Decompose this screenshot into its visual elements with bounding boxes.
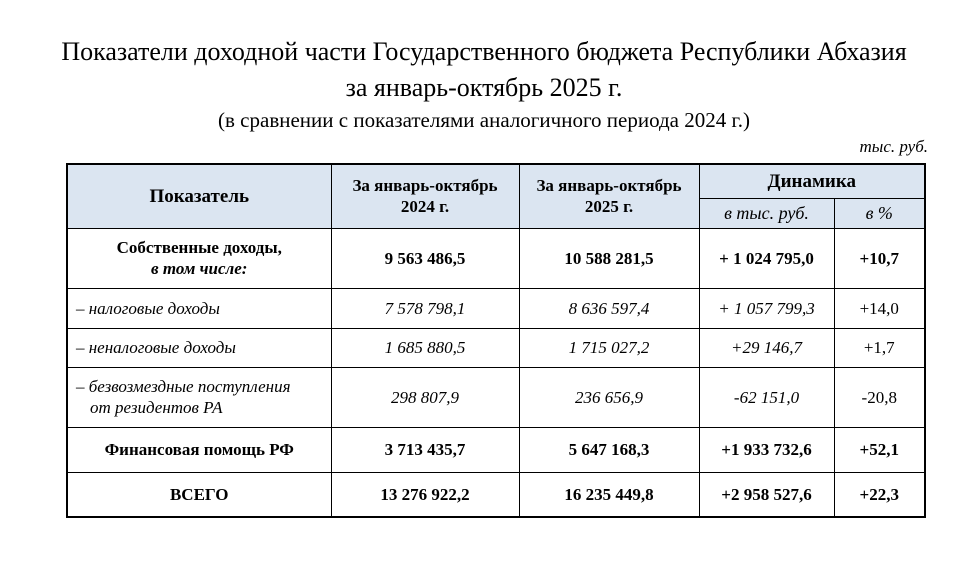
value-2024: 1 685 880,5 bbox=[331, 328, 519, 367]
column-header-dynamics: Динамика bbox=[699, 164, 925, 198]
value-2025: 1 715 027,2 bbox=[519, 328, 699, 367]
value-pct: +52,1 bbox=[834, 427, 925, 472]
period-2025-line2: 2025 г. bbox=[584, 197, 634, 217]
row-label: – неналоговые доходы bbox=[67, 328, 331, 367]
value-2025: 8 636 597,4 bbox=[519, 288, 699, 328]
row-label: ВСЕГО bbox=[67, 472, 331, 517]
value-2024: 298 807,9 bbox=[331, 367, 519, 427]
column-header-period-2024 bbox=[331, 164, 519, 228]
value-pct: -20,8 bbox=[834, 367, 925, 427]
value-2024: 9 563 486,5 bbox=[331, 228, 519, 288]
title-block bbox=[0, 0, 968, 135]
page-title-line1: Показатели доходной части Государственного бюджета Республики Абхазия bbox=[61, 37, 907, 66]
row-label-line1: – безвозмездные поступления bbox=[76, 377, 291, 396]
column-header-dynamics-abs: в тыс. руб. bbox=[699, 198, 834, 228]
value-pct: +14,0 bbox=[834, 288, 925, 328]
table-row-own-revenues bbox=[67, 228, 925, 288]
row-label-line2: от резидентов РА bbox=[90, 398, 223, 417]
period-2024-line1: За январь-октябрь bbox=[352, 176, 498, 196]
table-row-nontax-revenues bbox=[67, 328, 925, 367]
value-pct: +10,7 bbox=[834, 228, 925, 288]
table-row-total bbox=[67, 472, 925, 517]
row-label-line1: Собственные доходы, bbox=[116, 238, 282, 257]
value-delta: -62 151,0 bbox=[699, 367, 834, 427]
value-delta: +29 146,7 bbox=[699, 328, 834, 367]
column-header-dynamics-pct: в % bbox=[834, 198, 925, 228]
value-2024: 13 276 922,2 bbox=[331, 472, 519, 517]
row-label bbox=[67, 367, 331, 427]
value-pct: +1,7 bbox=[834, 328, 925, 367]
value-delta: + 1 057 799,3 bbox=[699, 288, 834, 328]
period-2024-line2: 2024 г. bbox=[400, 197, 450, 217]
value-2025: 16 235 449,8 bbox=[519, 472, 699, 517]
budget-revenue-table bbox=[66, 163, 926, 518]
value-2025: 236 656,9 bbox=[519, 367, 699, 427]
value-2025: 10 588 281,5 bbox=[519, 228, 699, 288]
units-label: тыс. руб. bbox=[859, 137, 928, 156]
value-delta: +1 933 732,6 bbox=[699, 427, 834, 472]
row-label bbox=[67, 228, 331, 288]
value-2024: 3 713 435,7 bbox=[331, 427, 519, 472]
table-row-financial-aid-rf bbox=[67, 427, 925, 472]
row-label: – налоговые доходы bbox=[67, 288, 331, 328]
page-title-line2: за январь-октябрь 2025 г. bbox=[345, 73, 623, 102]
header-row-main bbox=[67, 164, 925, 198]
table-row-gratuitous-receipts bbox=[67, 367, 925, 427]
period-2025-line1: За январь-октябрь bbox=[536, 176, 682, 196]
value-2024: 7 578 798,1 bbox=[331, 288, 519, 328]
column-header-indicator: Показатель bbox=[67, 164, 331, 228]
row-label-line2: в том числе: bbox=[151, 259, 248, 278]
value-delta: +2 958 527,6 bbox=[699, 472, 834, 517]
table-row-tax-revenues bbox=[67, 288, 925, 328]
page-subtitle: (в сравнении с показателями аналогичного периода 2024 г.) bbox=[218, 108, 750, 132]
row-label: Финансовая помощь РФ bbox=[67, 427, 331, 472]
column-header-period-2025 bbox=[519, 164, 699, 228]
value-pct: +22,3 bbox=[834, 472, 925, 517]
value-delta: + 1 024 795,0 bbox=[699, 228, 834, 288]
value-2025: 5 647 168,3 bbox=[519, 427, 699, 472]
